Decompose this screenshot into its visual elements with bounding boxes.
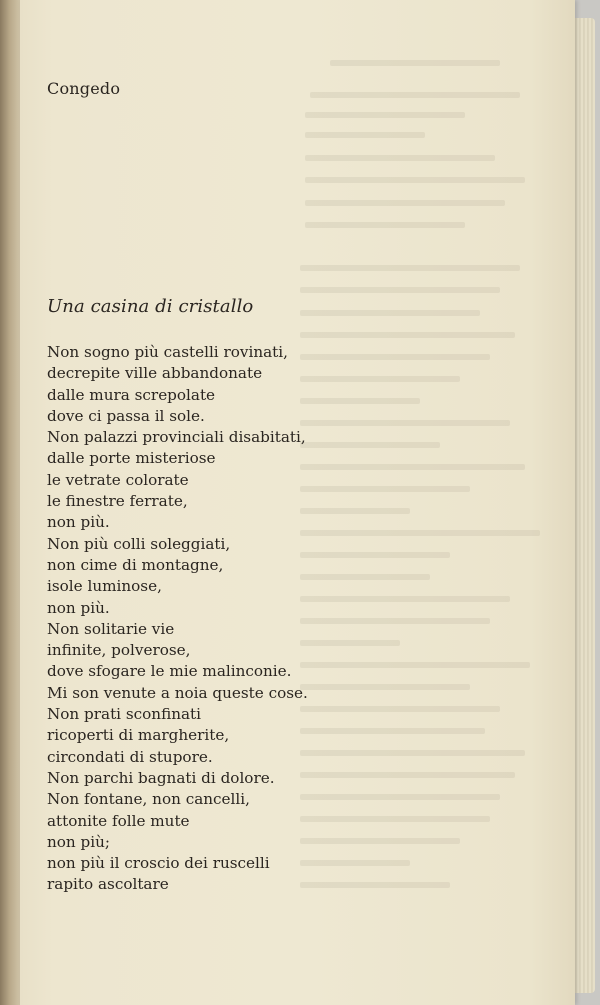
poem-line: Non sogno più castelli rovinati, — [47, 343, 288, 361]
poem-line: decrepite ville abbandonate — [47, 364, 263, 383]
poem-title: Una casina di cristallo — [47, 296, 254, 317]
poem-line: non più. — [47, 513, 110, 532]
poem-line: non più. — [47, 598, 110, 617]
poem-line: dove ci passa il sole. — [47, 406, 205, 425]
poem-line: Non palazzi provinciali disabitati, — [47, 428, 306, 447]
poem-line: dove sfogare le mie malinconie. — [47, 662, 292, 681]
section-heading: Congedo — [47, 79, 121, 98]
poem-line: Non più colli soleggiati, — [47, 534, 231, 553]
poem-line: non cime di montagne, — [47, 555, 224, 574]
poem-line: ricoperti di margherite, — [47, 726, 230, 745]
poem-body — [47, 342, 308, 896]
poem-line: non più il croscio dei ruscelli — [47, 854, 270, 873]
poem-line: attonite folle mute — [47, 811, 190, 830]
poem-line: circondati di stupore. — [47, 747, 213, 766]
poem-line: infinite, polverose, — [47, 641, 191, 660]
poem-line: Non parchi bagnati di dolore. — [47, 768, 275, 787]
poem-line: le finestre ferrate, — [47, 492, 188, 511]
poem-line: Non solitarie vie — [47, 619, 175, 638]
poem-line: non più; — [47, 832, 111, 851]
poem-line: Mi son venute a noia queste cose. — [47, 683, 308, 702]
poem-line: isole luminose, — [47, 577, 162, 596]
poem-line: Non prati sconfinati — [47, 705, 202, 724]
poem-line: Non fontane, non cancelli, — [47, 790, 250, 809]
poem-line: dalle mura screpolate — [47, 385, 216, 404]
poem-line: rapito ascoltare — [47, 875, 169, 894]
poem-line: dalle porte misteriose — [47, 449, 216, 468]
poem-line: le vetrate colorate — [47, 470, 189, 489]
